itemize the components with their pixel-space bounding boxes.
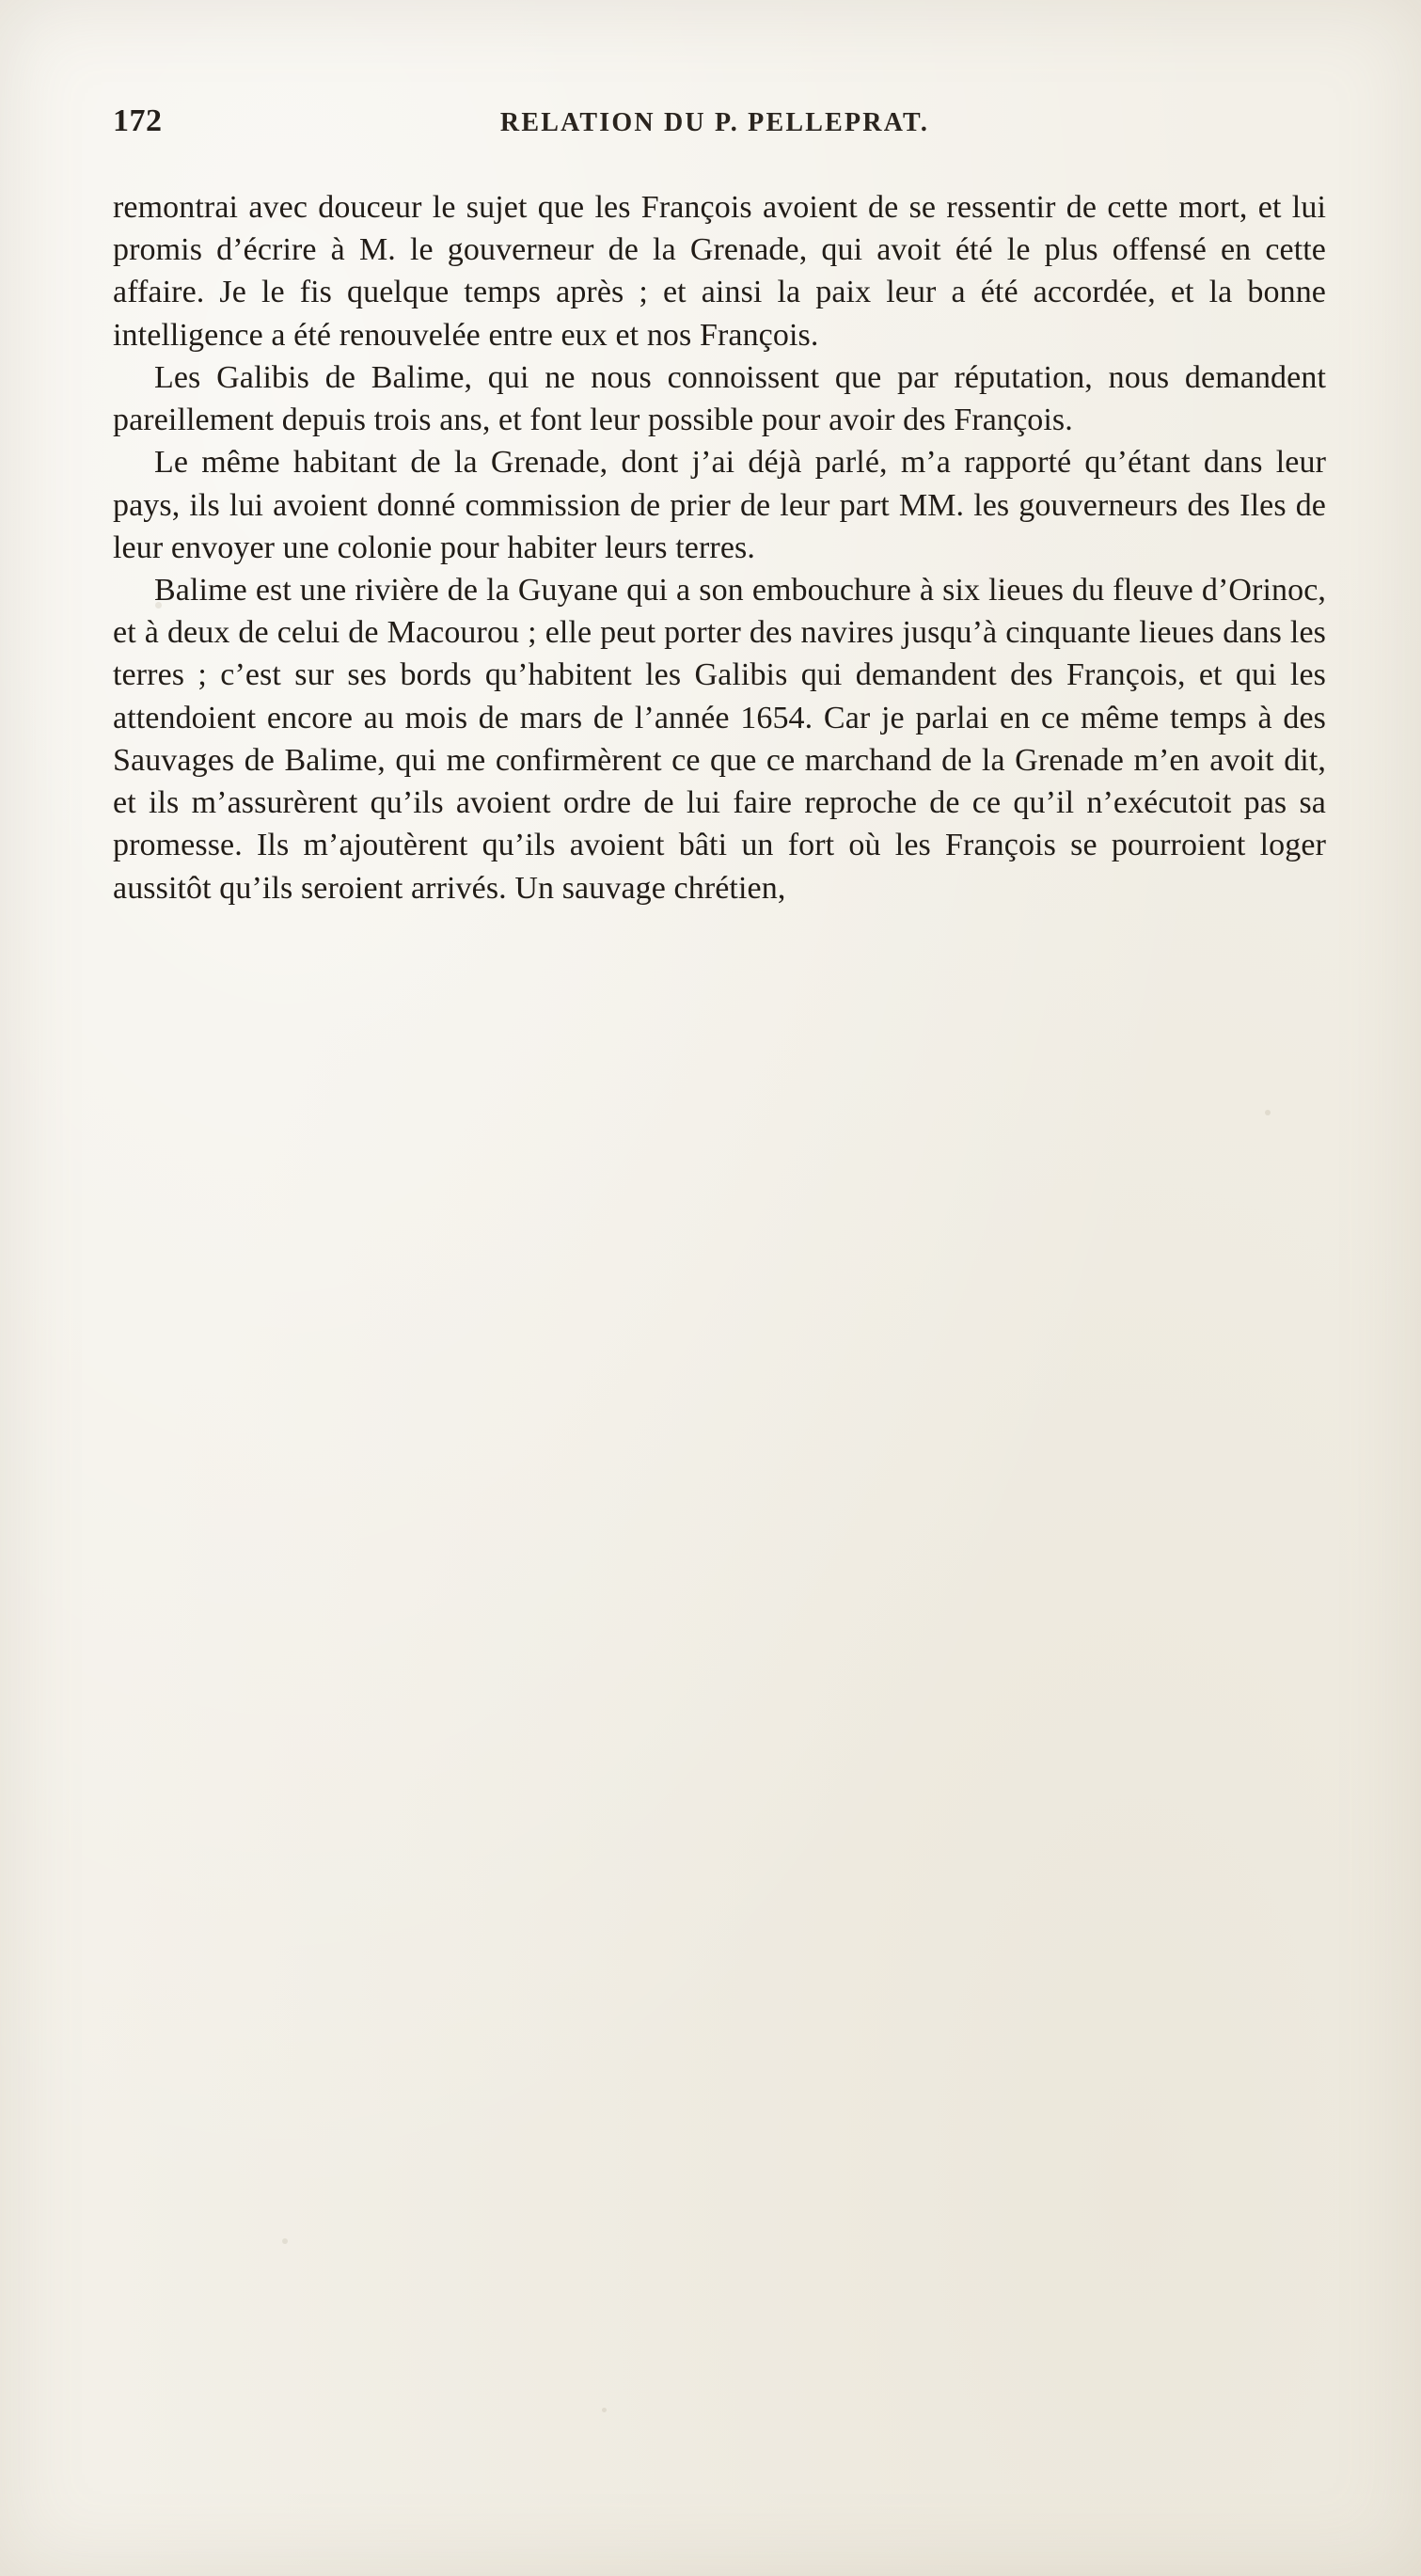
paragraph-4: Balime est une rivière de la Guyane qui a son embouchure à six lieues du fleuve d’Orinoc, et à deux de celui de Macourou ; elle peut porter des navires jusqu’à cinquante lieues dans les terres ; c’est sur ses bords qu’habitent les Galibis qui demandent des François, et qui les attendoient encore au mois de mars de l’année 1654. Car je parlai en ce même temps à des Sauvages de Balime, qui me confirmèrent ce que ce marchand de la Grenade m’en avoit dit, et ils m’assurèrent qu’ils avoient ordre de lui faire reproche de ce qu’il n’exécutoit pas sa promesse. Ils m’ajoutèrent qu’ils avoient bâti un fort où les François se pourroient loger aussitôt qu’ils seroient arrivés. Un sauvage chrétien, [113, 572, 1326, 906]
page-content [113, 103, 1326, 909]
body-text [113, 186, 1326, 909]
paragraph-3: Le même habitant de la Grenade, dont j’ai déjà parlé, m’a rapporté qu’étant dans leur pays, ils lui avoient donné commission de prier de leur part MM. les gouverneurs des Iles de leur envoyer une colonie pour habiter leurs terres. [113, 445, 1326, 565]
page-header [113, 103, 1326, 169]
paper-speck [602, 2408, 607, 2412]
paper-speck [1265, 1110, 1271, 1115]
paragraph-2: Les Galibis de Balime, qui ne nous connoissent que par réputation, nous demandent pareillement depuis trois ans, et font leur possible pour avoir des François. [113, 359, 1326, 438]
running-head: RELATION DU P. PELLEPRAT. [499, 108, 930, 137]
page-number: 172 [113, 103, 163, 138]
paper-speck [282, 2238, 288, 2244]
paragraph-1: remontrai avec douceur le sujet que les François avoient de se ressentir de cette mort, et lui promis d’écrire à M. le gouverneur de la Grenade, qui avoit été le plus offensé en cette affaire. Je le fis quelque temps après ; et ainsi la paix leur a été accordée, et la bonne intelligence a été renouvelée entre eux et nos François. [113, 190, 1326, 353]
